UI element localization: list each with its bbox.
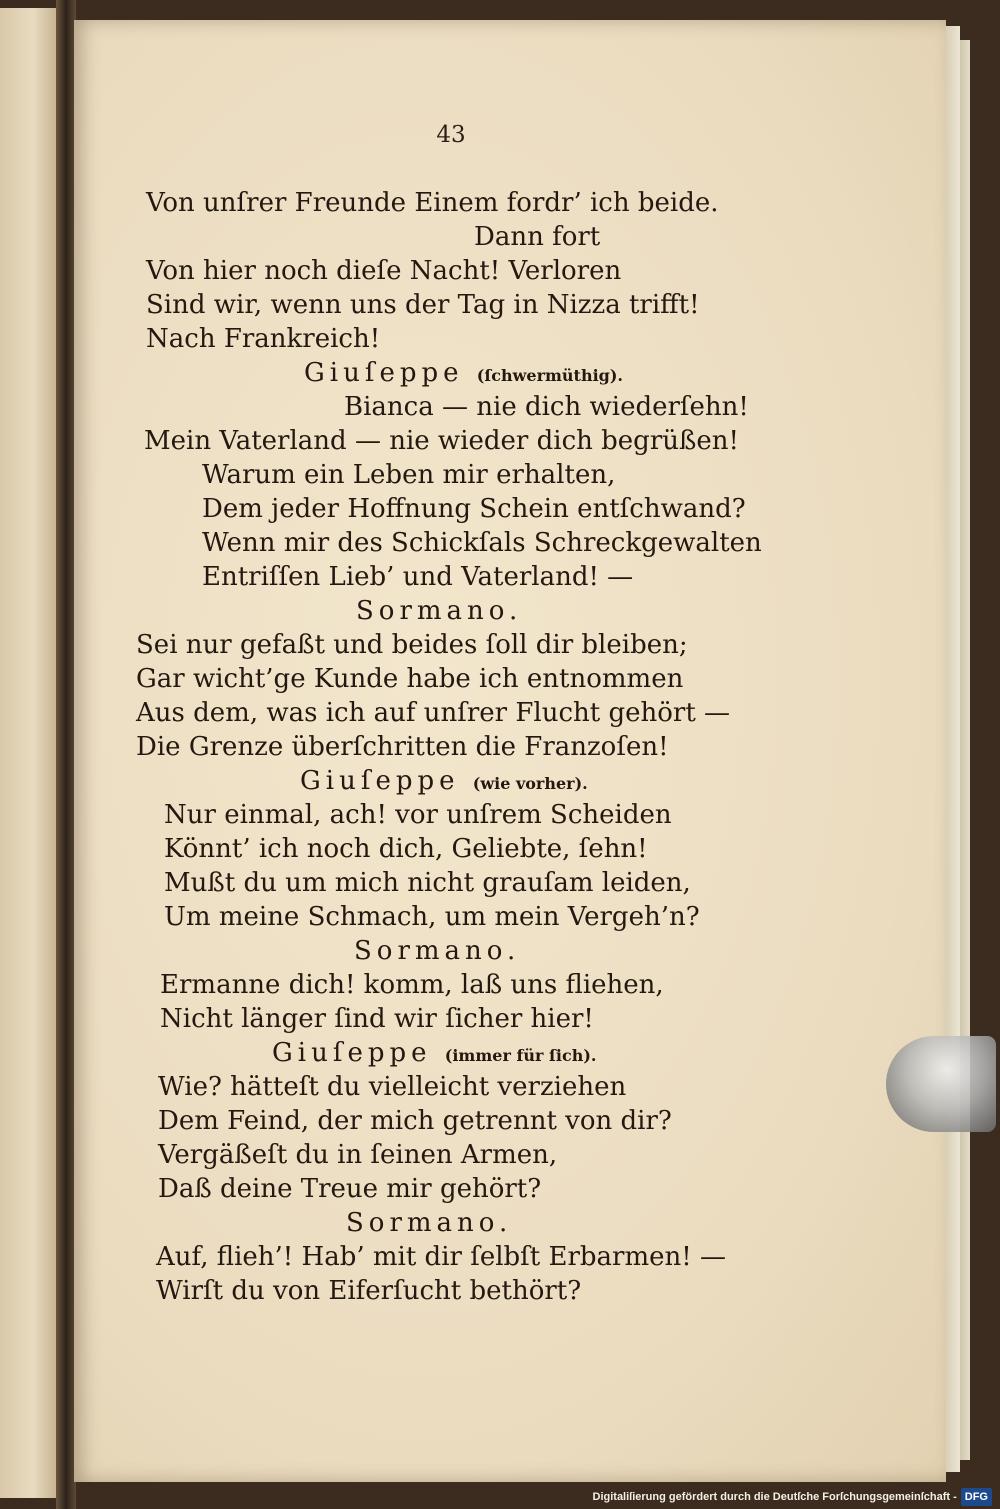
speaker-heading — [356, 594, 522, 628]
verse-line: Dann fort — [474, 222, 601, 252]
verse-line: Auf, flieh’! Hab’ mit dir ſelbſt Erbarmen! — — [156, 1242, 726, 1272]
verse-line: Daß deine Treue mir gehört? — [158, 1174, 542, 1204]
book-gutter — [56, 0, 76, 1509]
verse-line: Sind wir, wenn uns der Tag in Nizza trifft! — [146, 290, 700, 320]
verse-line: Könnt’ ich noch dich, Geliebte, ſehn! — [164, 834, 648, 864]
speaker-name: Giuſeppe — [300, 766, 460, 796]
credit-text: Digitaliſierung gefördert durch die Deutſche Forſchungsgemeinſchaft - — [592, 1491, 957, 1503]
scanner-thumb-clip — [886, 1036, 996, 1132]
verse-line: Vergäßeſt du in ſeinen Armen, — [158, 1140, 558, 1170]
verse-line: Nach Frankreich! — [146, 324, 381, 354]
verse-line: Wie? hätteſt du vielleicht verziehen — [158, 1072, 627, 1102]
verse-line: Mein Vaterland — nie wieder dich begrüßen! — [144, 426, 739, 456]
speaker-name: Giuſeppe — [304, 358, 464, 388]
dfg-logo: DFG — [961, 1488, 992, 1506]
verse-line: Mußt du um mich nicht grauſam leiden, — [164, 868, 691, 898]
verse-line: Wenn mir des Schickſals Schreckgewalten — [202, 528, 762, 558]
speaker-name: Giuſeppe — [272, 1038, 432, 1068]
verse-line: Um meine Schmach, um mein Vergeh’n? — [164, 902, 700, 932]
stage-direction: (wie vorher). — [472, 774, 588, 793]
speaker-name: Sormano. — [354, 936, 521, 966]
verse-line: Von hier noch dieſe Nacht! Verloren — [146, 256, 622, 286]
verse-line: Nur einmal, ach! vor unſrem Scheiden — [164, 800, 672, 830]
verse-line: Entriſſen Lieb’ und Vaterland! — — [202, 562, 634, 592]
speaker-heading — [300, 764, 588, 801]
digitization-credit — [593, 1488, 993, 1506]
verse-line: Die Grenze überſchritten die Franzoſen! — [136, 732, 669, 762]
stage-direction: (immer für ſich). — [444, 1046, 597, 1065]
previous-page-edge — [0, 8, 56, 1498]
speaker-heading — [272, 1036, 596, 1073]
speaker-name: Sormano. — [346, 1208, 513, 1238]
verse-line: Sei nur gefaßt und beides ſoll dir bleiben; — [136, 630, 688, 660]
verse-line: Aus dem, was ich auf unſrer Flucht gehört — — [136, 698, 731, 728]
verse-line: Dem jeder Hoffnung Schein entſchwand? — [202, 494, 746, 524]
verse-line: Von unſrer Freunde Einem fordr’ ich beide. — [146, 188, 719, 218]
verse-line: Bianca — nie dich wiederſehn! — [344, 392, 749, 422]
speaker-heading — [346, 1206, 512, 1240]
verse-line: Ermanne dich! komm, laß uns fliehen, — [160, 970, 664, 1000]
verse-line: Wirſt du von Eiferſucht bethört? — [156, 1276, 582, 1306]
speaker-heading — [354, 934, 520, 968]
verse-line: Gar wicht’ge Kunde habe ich entnommen — [136, 664, 684, 694]
stage-direction: (ſchwermüthig). — [476, 366, 623, 385]
verse-line: Nicht länger ſind wir ſicher hier! — [160, 1004, 594, 1034]
verse-line: Dem Feind, der mich getrennt von dir? — [158, 1106, 672, 1136]
page-stack-edge — [946, 26, 960, 1472]
speaker-name: Sormano. — [356, 596, 523, 626]
verse-line: Warum ein Leben mir erhalten, — [202, 460, 616, 490]
page-number: 43 — [436, 122, 466, 148]
page-stack-edge — [960, 40, 970, 1460]
speaker-heading — [304, 356, 623, 393]
